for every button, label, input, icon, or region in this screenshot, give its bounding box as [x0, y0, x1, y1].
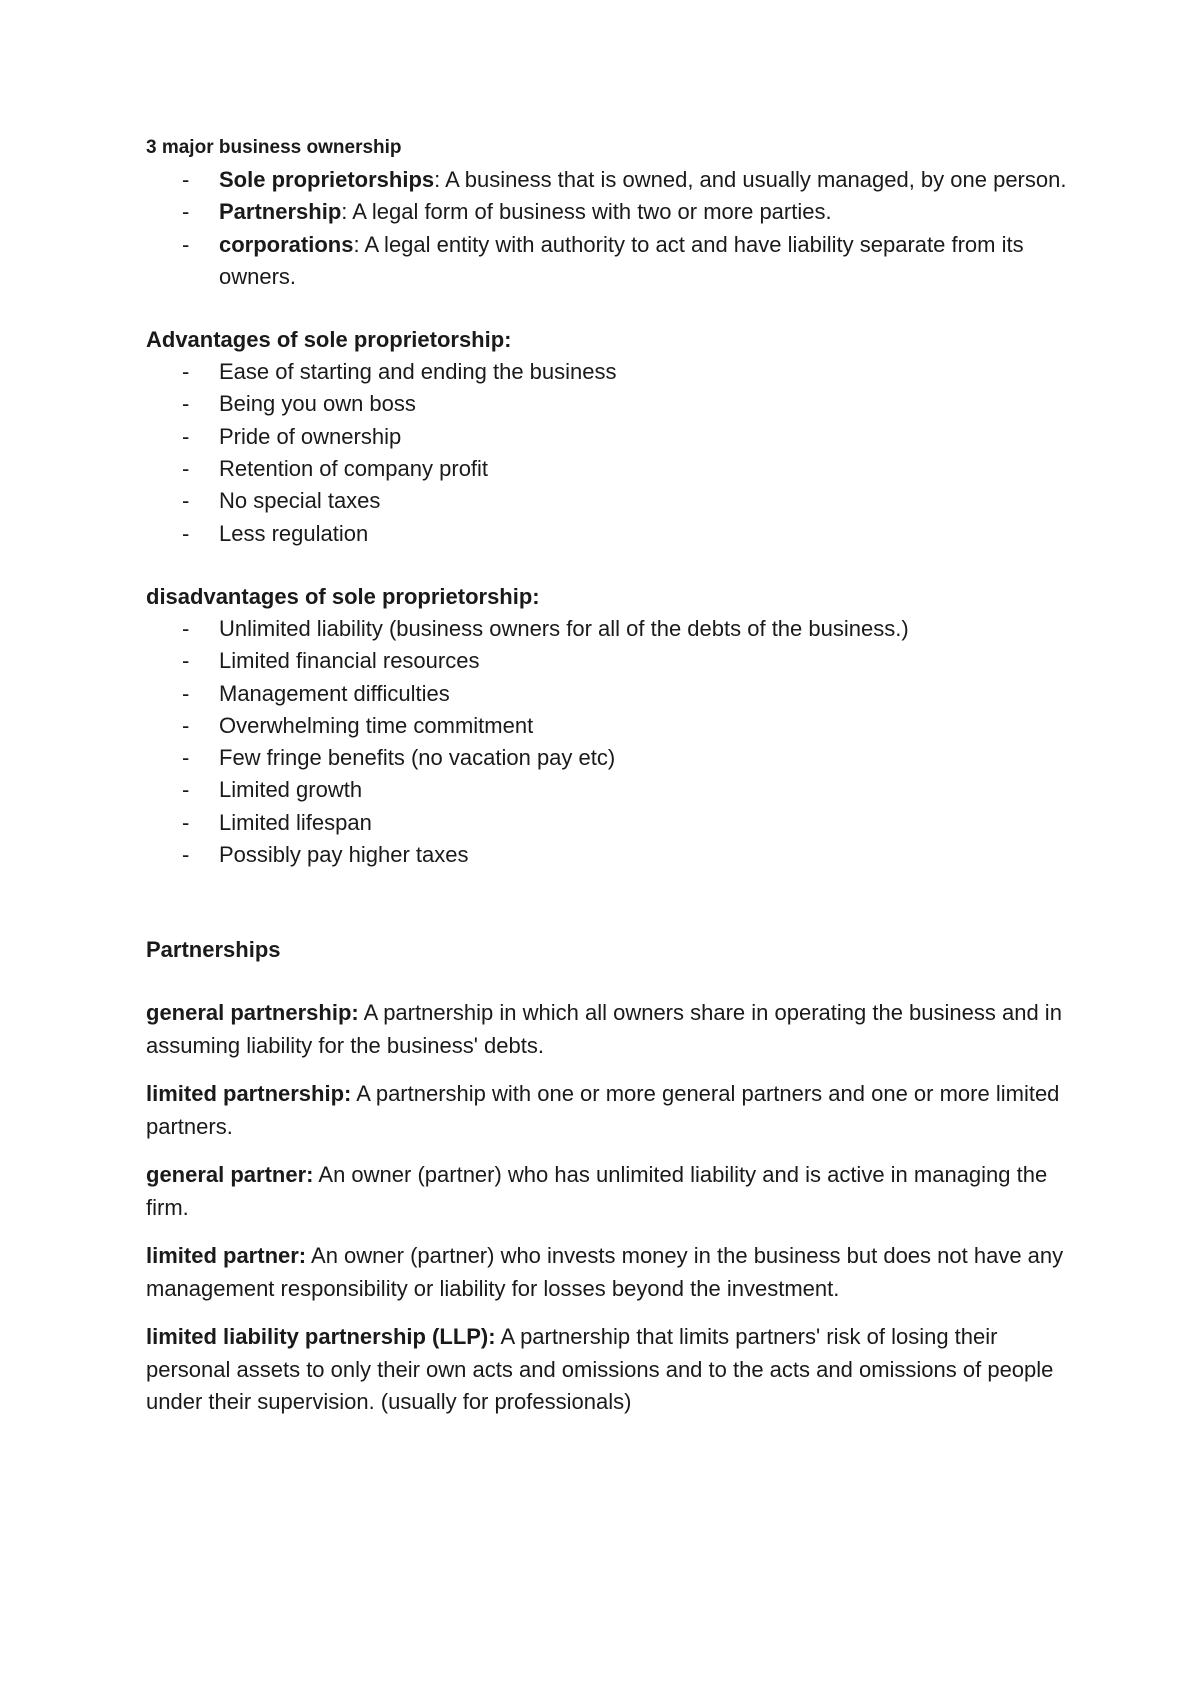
definition-term: general partner:	[146, 1162, 314, 1188]
list-item-text: Unlimited liability (business owners for all of the debts of the business.)	[219, 615, 909, 641]
dash-bullet: -	[182, 712, 190, 738]
advantages-section	[146, 324, 1076, 550]
list-item	[146, 742, 1076, 774]
partnerships-heading: Partnerships	[146, 937, 281, 963]
definition-text: A partnership that limits partners' risk of losing their personal assets to only their own acts and omissions and to the acts and omissions of people under their supervision. (usually for professionals)	[146, 1324, 1054, 1415]
disadvantages-section	[146, 581, 1076, 871]
dash-bullet: -	[182, 615, 190, 641]
advantages-heading: Advantages of sole proprietorship:	[146, 327, 512, 353]
definition-text: : A legal entity with authority to act and have liability separate from its owners.	[219, 231, 1024, 289]
list-item	[146, 678, 1076, 710]
definition-text: An owner (partner) who invests money in the business but does not have any management responsibility or liability for losses beyond the investment.	[146, 1243, 1064, 1301]
dash-bullet: -	[182, 167, 190, 192]
list-item	[146, 613, 1076, 645]
term-corporations: corporations	[219, 231, 354, 257]
definition-limited-partner	[146, 1240, 1076, 1305]
list-item-text: Limited lifespan	[219, 809, 372, 835]
dash-bullet: -	[182, 391, 190, 417]
list-item-text: Pride of ownership	[219, 423, 402, 449]
ownership-heading: 3 major business ownership	[146, 137, 402, 158]
dash-bullet: -	[182, 231, 190, 257]
list-item-text: Retention of company profit	[219, 456, 489, 482]
disadvantages-heading: disadvantages of sole proprietorship:	[146, 583, 540, 609]
list-item-text: Ease of starting and ending the business	[219, 359, 617, 385]
list-item	[146, 645, 1076, 677]
dash-bullet: -	[182, 520, 190, 546]
list-item	[146, 807, 1076, 839]
list-item-text: Management difficulties	[219, 680, 450, 706]
dash-bullet: -	[182, 456, 190, 482]
list-item	[146, 453, 1076, 485]
definition-text: : A legal form of business with two or more parties.	[341, 199, 832, 225]
term-partnership: Partnership	[219, 199, 342, 225]
dash-bullet: -	[182, 777, 190, 803]
definition-text: A partnership with one or more general partners and one or more limited partners.	[146, 1081, 1060, 1139]
list-item	[146, 774, 1076, 806]
list-item	[146, 164, 1076, 196]
dash-bullet: -	[182, 648, 190, 674]
definition-general-partner	[146, 1159, 1076, 1224]
list-item	[146, 356, 1076, 388]
dash-bullet: -	[182, 745, 190, 771]
list-item	[146, 485, 1076, 517]
list-item	[146, 839, 1076, 871]
list-item	[146, 710, 1076, 742]
list-item	[146, 196, 1076, 228]
term-sole-proprietorships: Sole proprietorships	[219, 167, 435, 192]
list-item-text: Limited financial resources	[219, 648, 480, 674]
definition-term: limited liability partnership (LLP):	[146, 1324, 496, 1350]
disadvantages-list	[146, 613, 1076, 871]
definition-limited-partnership	[146, 1078, 1076, 1143]
dash-bullet: -	[182, 423, 190, 449]
definition-term: limited partner:	[146, 1243, 307, 1269]
dash-bullet: -	[182, 842, 190, 868]
dash-bullet: -	[182, 680, 190, 706]
dash-bullet: -	[182, 488, 190, 514]
list-item	[146, 421, 1076, 453]
ownership-section	[146, 132, 1076, 293]
list-item-text: Possibly pay higher taxes	[219, 842, 469, 868]
list-item-text: Being you own boss	[219, 391, 416, 417]
list-item	[146, 518, 1076, 550]
definition-llp	[146, 1321, 1076, 1419]
list-item-text: No special taxes	[219, 488, 381, 514]
dash-bullet: -	[182, 359, 190, 385]
list-item-text: Overwhelming time commitment	[219, 712, 534, 738]
definition-term: general partnership:	[146, 1000, 359, 1026]
list-item-text: Limited growth	[219, 777, 363, 803]
definition-term: limited partnership:	[146, 1081, 352, 1107]
advantages-list	[146, 356, 1076, 550]
list-item	[146, 229, 1076, 294]
definition-general-partnership	[146, 997, 1076, 1062]
document-page	[146, 132, 1076, 1419]
dash-bullet: -	[182, 199, 190, 225]
partnerships-section	[146, 934, 1076, 1419]
definition-text: A partnership in which all owners share in operating the business and in assuming liability for the business' debts.	[146, 1000, 1062, 1058]
definition-text: : A business that is owned, and usually managed, by one person.	[434, 167, 1067, 192]
dash-bullet: -	[182, 809, 190, 835]
ownership-list	[146, 164, 1076, 293]
list-item	[146, 388, 1076, 420]
list-item-text: Few fringe benefits (no vacation pay etc)	[219, 745, 616, 771]
definition-text: An owner (partner) who has unlimited liability and is active in managing the firm.	[146, 1162, 1048, 1220]
list-item-text: Less regulation	[219, 520, 369, 546]
